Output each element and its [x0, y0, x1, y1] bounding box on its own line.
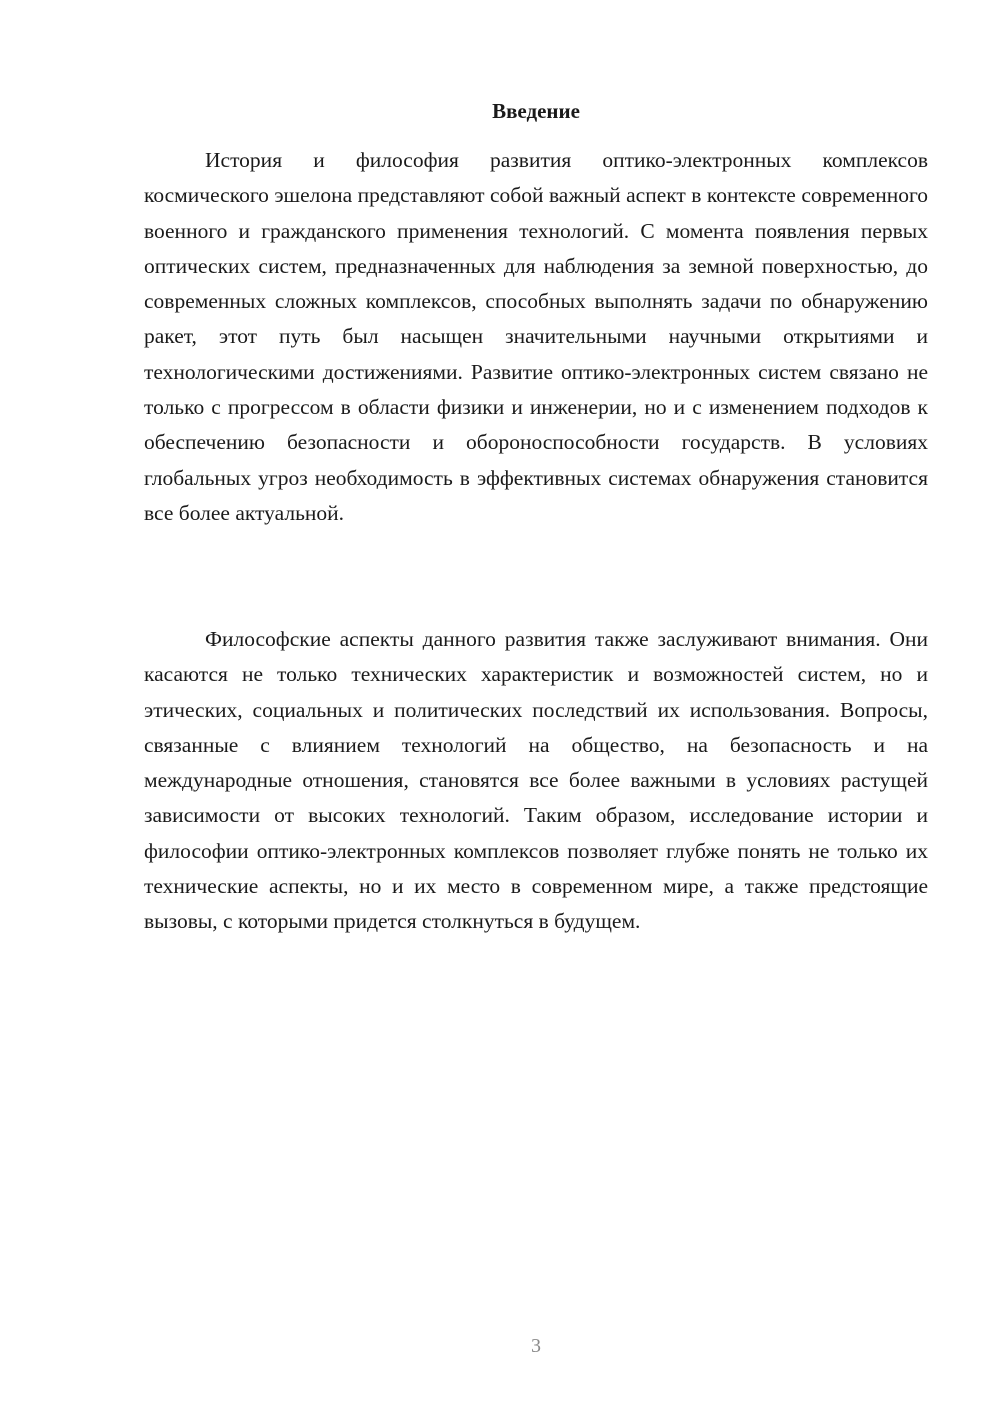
paragraph-2: Философские аспекты данного развития также заслуживают внимания. Они касаются не только технических характеристик и возможностей систем, но и этических, социальных и политических последствий их использования. Вопросы, связанные с влиянием технологий на общество, на безопасность и на международные отношения, становятся все более важными в условиях растущей зависимости от высоких технологий. Таким образом, исследование истории и философии оптико-электронных комплексов позволяет глубже понять не только их технические аспекты, но и их место в современном мире, а также предстоящие вызовы, с которыми придется столкнуться в будущем. — [144, 627, 928, 934]
section-heading: Введение — [492, 99, 580, 123]
page-number: 3 — [531, 1335, 541, 1357]
paragraph-1: История и философия развития оптико-электронных комплексов космического эшелона представляют собой важный аспект в контексте современного военного и гражданского применения технологий. С момента появления первых оптических систем, предназначенных для наблюдения за земной поверхностью, до современных сложных комплексов, способных выполнять задачи по обнаружению ракет, этот путь был насыщен значительными научными открытиями и технологическими достижениями. Развитие оптико-электронных систем связано не только с прогрессом в области физики и инженерии, но и с изменением подходов к обеспечению безопасности и обороноспособности государств. В условиях глобальных угроз необходимость в эффективных системах обнаружения становится все более актуальной. — [144, 148, 928, 525]
